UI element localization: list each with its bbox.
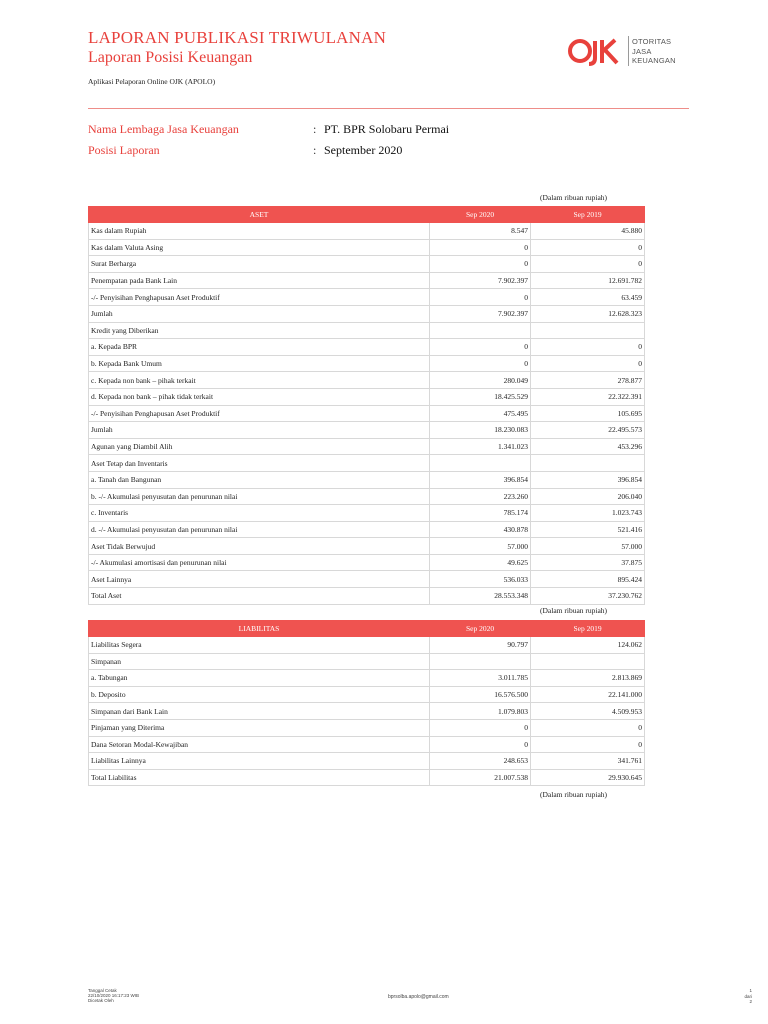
liabilitas-header-label: LIABILITAS	[89, 621, 430, 637]
value-sep2019: 22.495.573	[531, 422, 645, 439]
liabilitas-table-row	[89, 719, 645, 736]
value-sep2019: 341.761	[531, 753, 645, 770]
value-sep2019: 0	[531, 239, 645, 256]
value-sep2019: 4.509.953	[531, 703, 645, 720]
footer-page-current: 1	[749, 988, 752, 993]
row-label: Simpanan	[89, 653, 430, 670]
aset-table-header	[89, 207, 645, 223]
ojk-logo-mark-icon	[568, 36, 624, 66]
value-sep2020: 28.553.348	[430, 588, 531, 605]
value-sep2019: 0	[531, 355, 645, 372]
value-sep2020: 0	[430, 339, 531, 356]
report-position-value: September 2020	[324, 143, 403, 157]
row-label: b. Kepada Bank Umum	[89, 355, 430, 372]
row-label: Agunan yang Diambil Alih	[89, 438, 430, 455]
ojk-logo	[568, 30, 698, 74]
row-label: d. Kepada non bank – pihak tidak terkait	[89, 388, 430, 405]
value-sep2020: 7.902.397	[430, 272, 531, 289]
footer-page-total: 2	[749, 999, 752, 1005]
row-label: Jumlah	[89, 305, 430, 322]
value-sep2019: 895.424	[531, 571, 645, 588]
logo-line-1: OTORITAS	[632, 37, 672, 46]
value-sep2020	[430, 455, 531, 472]
value-sep2019	[531, 455, 645, 472]
value-sep2019	[531, 653, 645, 670]
value-sep2020: 21.007.538	[430, 769, 531, 786]
aset-header-sep2020: Sep 2020	[430, 207, 531, 223]
row-label: Aset Tetap dan Inventaris	[89, 455, 430, 472]
value-sep2019: 37.230.762	[531, 588, 645, 605]
value-sep2020: 3.011.785	[430, 670, 531, 687]
aset-header-sep2019: Sep 2019	[531, 207, 645, 223]
value-sep2019: 22.322.391	[531, 388, 645, 405]
row-label: -/- Akumulasi amortisasi dan penurunan nilai	[89, 554, 430, 571]
aset-table-row	[89, 372, 645, 389]
value-sep2019: 0	[531, 719, 645, 736]
aset-table-row	[89, 571, 645, 588]
value-sep2019: 0	[531, 339, 645, 356]
value-sep2019: 2.813.869	[531, 670, 645, 687]
aset-table-row	[89, 305, 645, 322]
aset-table-row	[89, 239, 645, 256]
report-title: LAPORAN PUBLIKASI TRIWULANAN	[88, 28, 387, 47]
value-sep2019: 396.854	[531, 471, 645, 488]
unit-note-aset: (Dalam ribuan rupiah)	[540, 193, 608, 202]
value-sep2020: 0	[430, 239, 531, 256]
row-label: -/- Penyisihan Penghapusan Aset Produktif	[89, 289, 430, 306]
value-sep2020: 16.576.500	[430, 686, 531, 703]
value-sep2020: 223.260	[430, 488, 531, 505]
footer-email: bprsolba.apolo@gmail.com	[388, 994, 449, 1000]
liabilitas-table-row	[89, 703, 645, 720]
aset-table-row	[89, 272, 645, 289]
footer-print-info	[88, 988, 139, 1004]
liabilitas-table-row	[89, 637, 645, 654]
svg-text:OJK: OJK	[568, 36, 570, 37]
liabilitas-table-row	[89, 769, 645, 786]
aset-table-row	[89, 588, 645, 605]
institution-name-label: Nama Lembaga Jasa Keuangan	[88, 122, 239, 136]
row-label: Kas dalam Valuta Asing	[89, 239, 430, 256]
aset-table-row	[89, 488, 645, 505]
row-label: a. Tabungan	[89, 670, 430, 687]
liabilitas-table-row	[89, 736, 645, 753]
value-sep2020: 1.079.803	[430, 703, 531, 720]
value-sep2020	[430, 322, 531, 339]
aset-table-row	[89, 405, 645, 422]
row-label: Kredit yang Diberikan	[89, 322, 430, 339]
row-label: Liabilitas Segera	[89, 637, 430, 654]
header-divider	[88, 108, 689, 109]
institution-name-value: PT. BPR Solobaru Permai	[324, 122, 450, 136]
value-sep2019: 278.877	[531, 372, 645, 389]
value-sep2020: 0	[430, 355, 531, 372]
aset-table-row	[89, 521, 645, 538]
row-label: Pinjaman yang Diterima	[89, 719, 430, 736]
row-label: Simpanan dari Bank Lain	[89, 703, 430, 720]
report-subtitle: Laporan Posisi Keuangan	[88, 49, 253, 66]
liabilitas-table-row	[89, 753, 645, 770]
value-sep2020: 7.902.397	[430, 305, 531, 322]
value-sep2020: 18.230.083	[430, 422, 531, 439]
aset-table-row	[89, 388, 645, 405]
row-label: Aset Tidak Berwujud	[89, 538, 430, 555]
aset-table-row	[89, 223, 645, 240]
row-label: c. Kepada non bank – pihak terkait	[89, 372, 430, 389]
value-sep2019: 45.880	[531, 223, 645, 240]
value-sep2019: 12.628.323	[531, 305, 645, 322]
footer-print-datetime: 22/10/2020 16:17:23 WIB	[88, 993, 140, 999]
value-sep2019: 12.691.782	[531, 272, 645, 289]
aset-header-label: ASET	[89, 207, 430, 223]
unit-note-liabilitas: (Dalam ribuan rupiah)	[540, 606, 608, 615]
row-label: Kas dalam Rupiah	[89, 223, 430, 240]
report-position-label: Posisi Laporan	[88, 143, 160, 157]
row-label: c. Inventaris	[89, 505, 430, 522]
value-sep2019: 1.023.743	[531, 505, 645, 522]
aset-table-row	[89, 455, 645, 472]
liabilitas-table-header	[89, 621, 645, 637]
aset-table-row	[89, 256, 645, 273]
info-colon: :	[313, 143, 317, 157]
app-name: Aplikasi Pelaporan Online OJK (APOLO)	[88, 77, 216, 86]
value-sep2019: 206.040	[531, 488, 645, 505]
footer-printed-by-label: Dicetak Oleh	[88, 998, 114, 1004]
row-label: a. Tanah dan Bangunan	[89, 471, 430, 488]
value-sep2019: 0	[531, 736, 645, 753]
aset-table-row	[89, 322, 645, 339]
liabilitas-table-row	[89, 686, 645, 703]
value-sep2019: 57.000	[531, 538, 645, 555]
row-label: Liabilitas Lainnya	[89, 753, 430, 770]
value-sep2019: 29.930.645	[531, 769, 645, 786]
aset-table-row	[89, 422, 645, 439]
value-sep2020: 785.174	[430, 505, 531, 522]
value-sep2019	[531, 322, 645, 339]
unit-note-next: (Dalam ribuan rupiah)	[540, 790, 608, 799]
row-label: Jumlah	[89, 422, 430, 439]
value-sep2019: 105.695	[531, 405, 645, 422]
value-sep2019: 63.459	[531, 289, 645, 306]
footer-page-number	[738, 988, 752, 1005]
value-sep2020: 536.033	[430, 571, 531, 588]
value-sep2020: 0	[430, 719, 531, 736]
row-label: Aset Lainnya	[89, 571, 430, 588]
liabilitas-table-row	[89, 670, 645, 687]
liabilitas-header-sep2019: Sep 2019	[531, 621, 645, 637]
aset-table-row	[89, 339, 645, 356]
aset-table-row	[89, 438, 645, 455]
value-sep2020: 57.000	[430, 538, 531, 555]
value-sep2020: 8.547	[430, 223, 531, 240]
aset-table-row	[89, 554, 645, 571]
aset-table-row	[89, 289, 645, 306]
value-sep2020: 475.495	[430, 405, 531, 422]
row-label: b. -/- Akumulasi penyusutan dan penurunan nilai	[89, 488, 430, 505]
value-sep2019: 453.296	[531, 438, 645, 455]
value-sep2020: 90.797	[430, 637, 531, 654]
logo-line-3: KEUANGAN	[632, 56, 676, 65]
info-colon: :	[313, 122, 317, 136]
value-sep2020: 396.854	[430, 471, 531, 488]
value-sep2020: 280.049	[430, 372, 531, 389]
row-label: Dana Setoran Modal-Kewajiban	[89, 736, 430, 753]
liabilitas-header-sep2020: Sep 2020	[430, 621, 531, 637]
logo-divider	[628, 36, 629, 66]
value-sep2019: 37.875	[531, 554, 645, 571]
logo-line-2: JASA	[632, 46, 652, 56]
value-sep2020: 0	[430, 256, 531, 273]
row-label: Surat Berharga	[89, 256, 430, 273]
aset-table	[88, 206, 645, 605]
value-sep2020: 1.341.023	[430, 438, 531, 455]
value-sep2020: 49.625	[430, 554, 531, 571]
logo-text	[632, 37, 676, 66]
aset-table-row	[89, 538, 645, 555]
footer-page-of: dari	[744, 993, 752, 999]
row-label: -/- Penyisihan Penghapusan Aset Produktif	[89, 405, 430, 422]
value-sep2019: 124.062	[531, 637, 645, 654]
aset-table-row	[89, 355, 645, 372]
row-label: Total Liabilitas	[89, 769, 430, 786]
row-label: Penempatan pada Bank Lain	[89, 272, 430, 289]
value-sep2020	[430, 653, 531, 670]
row-label: a. Kepada BPR	[89, 339, 430, 356]
liabilitas-table	[88, 620, 645, 786]
row-label: d. -/- Akumulasi penyusutan dan penurunan nilai	[89, 521, 430, 538]
value-sep2020: 0	[430, 289, 531, 306]
liabilitas-table-row	[89, 653, 645, 670]
value-sep2020: 0	[430, 736, 531, 753]
value-sep2019: 22.141.000	[531, 686, 645, 703]
value-sep2019: 521.416	[531, 521, 645, 538]
value-sep2020: 430.878	[430, 521, 531, 538]
aset-table-row	[89, 505, 645, 522]
row-label: Total Aset	[89, 588, 430, 605]
row-label: b. Deposito	[89, 686, 430, 703]
aset-table-row	[89, 471, 645, 488]
footer-print-label: Tanggal Cetak	[88, 988, 117, 993]
value-sep2020: 248.653	[430, 753, 531, 770]
value-sep2019: 0	[531, 256, 645, 273]
value-sep2020: 18.425.529	[430, 388, 531, 405]
